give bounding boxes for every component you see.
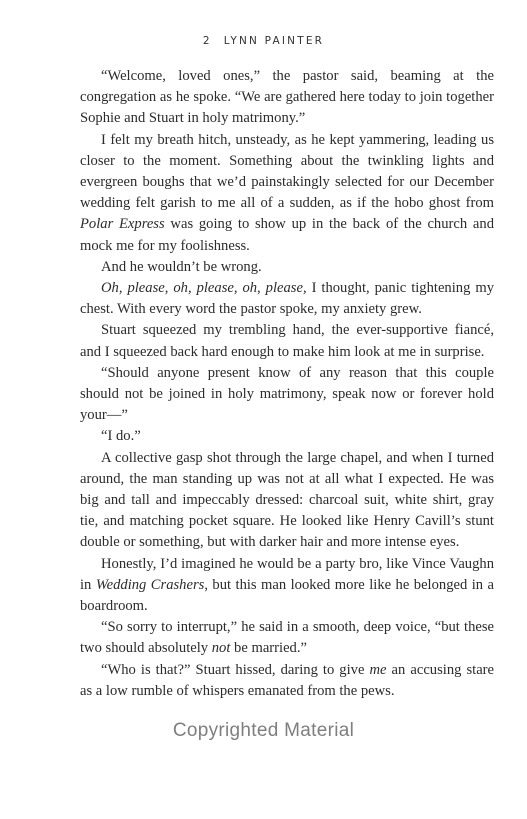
- text-run: be married.”: [230, 640, 307, 657]
- text-run: A collective gasp shot through the large chapel, and when I turned around, the man standing up was not at all what I expected. He was big and tall and impeccably dressed: charcoal suit, white shirt, gray tie, and matching pocket square. He looked like Henry Cavill’s stunt double or something, but with darker hair and more intense eyes.: [80, 449, 494, 551]
- text-run: was going to show up in the back of the church and mock me for my foolishness.: [80, 216, 494, 254]
- text-run: I thought, panic tightening my chest. With every word the pastor spoke, my anxiety grew.: [80, 280, 494, 318]
- paragraph: [80, 363, 494, 427]
- paragraph: [80, 66, 494, 130]
- paragraph: [80, 320, 494, 362]
- paragraph: [80, 617, 494, 659]
- paragraph: [80, 448, 494, 554]
- italic-text: me: [369, 661, 387, 678]
- text-run: , but this man looked more like he belonged in a boardroom.: [80, 576, 495, 615]
- italic-text: Wedding Crashers: [95, 576, 205, 593]
- italic-text: Oh, please, oh, please, oh, please,: [101, 280, 307, 297]
- italic-text: not: [211, 640, 231, 657]
- text-run: “Welcome, loved ones,” the pastor said, beaming at the congregation as he spoke. “We are gathered here today to join together Sophie and Stuart in holy matrimony.”: [80, 68, 494, 127]
- running-head: [0, 35, 527, 47]
- text-run: an accusing stare as a low rumble of whispers emanated from the pews.: [80, 661, 495, 699]
- text-run: I felt my breath hitch, unsteady, as he kept yammering, leading us closer to the moment. Something about the twinkling lights and evergreen boughs that we’d painstakingly selected for our December wedding felt garish to me all of a sudden, as if the hobo ghost from: [80, 131, 494, 212]
- text-run: Honestly, I’d imagined he would be a party bro, like Vince Vaughn in: [80, 555, 494, 593]
- page-number: 2: [202, 35, 212, 47]
- paragraph: [80, 278, 494, 320]
- text-run: Stuart squeezed my trembling hand, the ever-supportive fiancé, and I squeezed back hard enough to make him look at me in surprise.: [80, 322, 494, 360]
- paragraph: [80, 257, 494, 278]
- text-run: “Who is that?” Stuart hissed, daring to give: [101, 661, 370, 678]
- body-text: [80, 66, 494, 702]
- text-run: “Should anyone present know of any reason that this couple should not be joined in holy matrimony, speak now or forever hold your—”: [80, 364, 494, 424]
- author-name: LYNN PAINTER: [223, 35, 325, 47]
- paragraph: [80, 554, 494, 618]
- paragraph: [80, 426, 494, 447]
- copyright-watermark: Copyrighted Material: [172, 720, 355, 741]
- paragraph: [80, 660, 494, 702]
- text-run: “So sorry to interrupt,” he said in a smooth, deep voice, “but these two should absolutely: [80, 619, 494, 657]
- paragraph: [80, 130, 494, 257]
- italic-text: Polar Express: [80, 216, 165, 233]
- text-run: “I do.”: [101, 428, 141, 445]
- text-run: And he wouldn’t be wrong.: [101, 258, 262, 275]
